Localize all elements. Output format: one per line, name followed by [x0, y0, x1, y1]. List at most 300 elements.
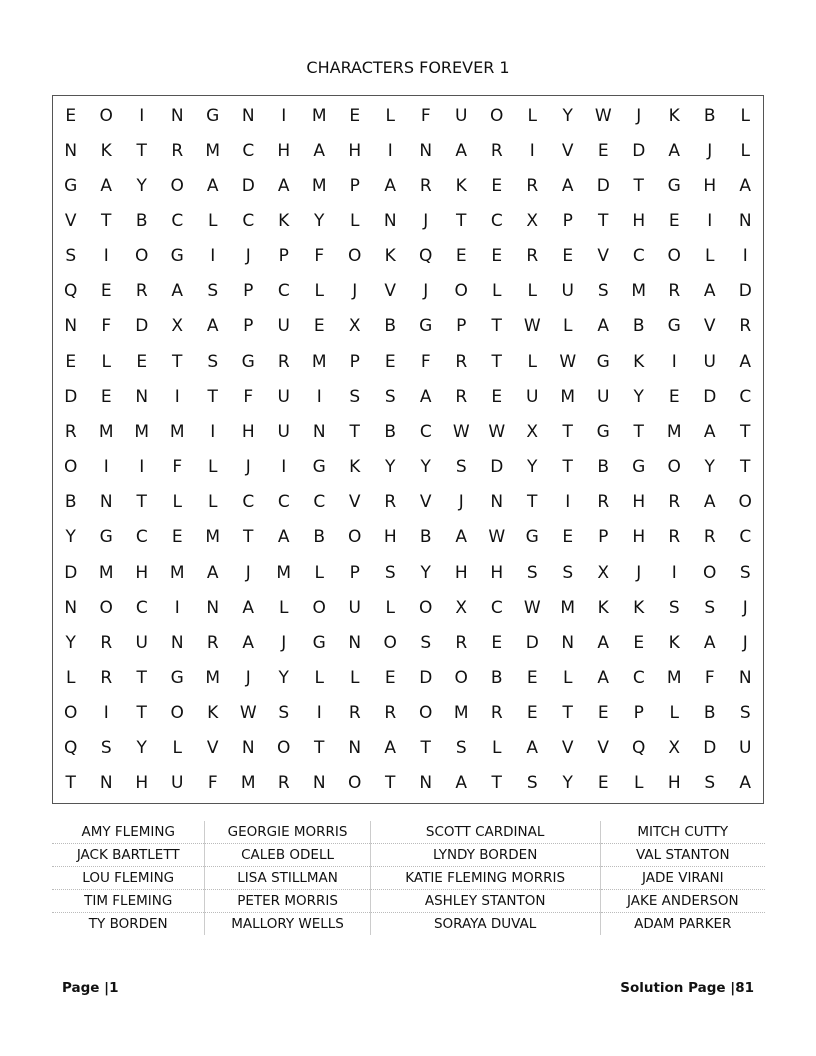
grid-letter[interactable]: A	[206, 562, 219, 583]
grid-letter[interactable]: Y	[562, 105, 573, 126]
grid-letter[interactable]: K	[100, 140, 112, 161]
grid-letter[interactable]: G	[170, 667, 184, 688]
grid-letter[interactable]: M	[311, 105, 327, 126]
grid-letter[interactable]: T	[456, 211, 467, 232]
grid-letter[interactable]: E	[633, 632, 645, 653]
grid-letter[interactable]: M	[311, 351, 327, 372]
grid-letter[interactable]: M	[453, 703, 469, 724]
grid-letter[interactable]: N	[383, 211, 397, 232]
grid-letter[interactable]: R	[100, 667, 113, 688]
grid-letter[interactable]: E	[455, 246, 467, 267]
grid-letter[interactable]: T	[136, 140, 147, 161]
grid-letter[interactable]: A	[597, 667, 610, 688]
grid-letter[interactable]: U	[526, 386, 539, 407]
grid-letter[interactable]: G	[99, 527, 113, 548]
grid-letter[interactable]: C	[242, 492, 255, 513]
grid-letter[interactable]: A	[100, 175, 113, 196]
grid-letter[interactable]: C	[135, 527, 148, 548]
grid-letter[interactable]: A	[242, 597, 255, 618]
grid-letter[interactable]: T	[562, 457, 573, 478]
grid-letter[interactable]: V	[561, 140, 574, 161]
grid-letter[interactable]: K	[384, 246, 396, 267]
grid-letter[interactable]: N	[312, 421, 326, 442]
grid-letter[interactable]: T	[65, 773, 76, 794]
grid-letter[interactable]: F	[243, 386, 254, 407]
grid-letter[interactable]: R	[490, 703, 503, 724]
grid-letter[interactable]: L	[350, 667, 360, 688]
grid-letter[interactable]: R	[455, 351, 468, 372]
grid-letter[interactable]: O	[64, 703, 78, 724]
grid-letter[interactable]: R	[668, 527, 681, 548]
grid-letter[interactable]: C	[419, 421, 432, 442]
grid-letter[interactable]: S	[455, 738, 467, 759]
grid-letter[interactable]: E	[597, 140, 609, 161]
grid-letter[interactable]: N	[561, 632, 575, 653]
grid-letter[interactable]: O	[419, 703, 433, 724]
grid-letter[interactable]: K	[633, 597, 645, 618]
grid-letter[interactable]: E	[491, 632, 503, 653]
grid-letter[interactable]: M	[240, 773, 256, 794]
grid-letter[interactable]: T	[136, 492, 147, 513]
grid-letter[interactable]: I	[742, 246, 748, 267]
grid-letter[interactable]: G	[525, 527, 539, 548]
grid-letter[interactable]: B	[419, 527, 432, 548]
grid-letter[interactable]: J	[352, 281, 358, 302]
grid-letter[interactable]: D	[632, 140, 646, 161]
grid-letter[interactable]: Y	[136, 175, 147, 196]
grid-letter[interactable]: N	[348, 632, 362, 653]
grid-letter[interactable]: C	[490, 597, 503, 618]
grid-letter[interactable]: N	[241, 738, 255, 759]
grid-letter[interactable]: S	[207, 281, 219, 302]
grid-letter[interactable]: V	[561, 738, 574, 759]
grid-letter[interactable]: W	[523, 597, 541, 618]
grid-letter[interactable]: V	[597, 246, 610, 267]
grid-letter[interactable]: N	[419, 140, 433, 161]
grid-letter[interactable]: H	[703, 175, 717, 196]
grid-letter[interactable]: J	[423, 211, 429, 232]
grid-letter[interactable]: N	[312, 773, 326, 794]
grid-letter[interactable]: E	[668, 211, 680, 232]
grid-letter[interactable]: B	[703, 703, 716, 724]
grid-letter[interactable]: Y	[562, 773, 573, 794]
grid-letter[interactable]: D	[241, 175, 255, 196]
grid-letter[interactable]: N	[64, 140, 78, 161]
grid-letter[interactable]: B	[597, 457, 610, 478]
grid-letter[interactable]: V	[597, 738, 610, 759]
grid-letter[interactable]: X	[171, 316, 184, 337]
grid-letter[interactable]: S	[420, 632, 432, 653]
grid-letter[interactable]: A	[561, 175, 574, 196]
grid-letter[interactable]: B	[490, 667, 503, 688]
grid-letter[interactable]: T	[243, 527, 254, 548]
grid-letter[interactable]: R	[206, 632, 219, 653]
grid-letter[interactable]: I	[139, 457, 145, 478]
grid-letter[interactable]: M	[560, 386, 576, 407]
grid-letter[interactable]: A	[455, 140, 468, 161]
grid-letter[interactable]: S	[704, 597, 716, 618]
grid-letter[interactable]: W	[488, 527, 506, 548]
grid-letter[interactable]: M	[631, 281, 647, 302]
grid-letter[interactable]: T	[562, 421, 573, 442]
grid-letter[interactable]: Y	[314, 211, 325, 232]
grid-letter[interactable]: F	[420, 105, 431, 126]
grid-letter[interactable]: V	[348, 492, 361, 513]
grid-letter[interactable]: Q	[632, 738, 646, 759]
grid-letter[interactable]: V	[64, 211, 77, 232]
grid-letter[interactable]: O	[348, 773, 362, 794]
grid-letter[interactable]: H	[135, 562, 149, 583]
grid-letter[interactable]: X	[455, 597, 468, 618]
grid-letter[interactable]: E	[171, 527, 183, 548]
grid-letter[interactable]: B	[135, 211, 148, 232]
grid-letter[interactable]: O	[454, 667, 468, 688]
grid-letter[interactable]: A	[277, 175, 290, 196]
grid-letter[interactable]: N	[135, 386, 149, 407]
grid-letter[interactable]: A	[277, 527, 290, 548]
grid-letter[interactable]: T	[349, 421, 360, 442]
grid-letter[interactable]: G	[206, 105, 220, 126]
grid-letter[interactable]: I	[529, 140, 535, 161]
grid-letter[interactable]: O	[667, 457, 681, 478]
grid-letter[interactable]: R	[277, 773, 290, 794]
grid-letter[interactable]: T	[136, 703, 147, 724]
grid-letter[interactable]: M	[169, 562, 185, 583]
grid-letter[interactable]: F	[704, 667, 715, 688]
grid-letter[interactable]: L	[740, 140, 750, 161]
grid-letter[interactable]: A	[171, 281, 184, 302]
grid-letter[interactable]: T	[598, 211, 609, 232]
grid-letter[interactable]: J	[636, 105, 642, 126]
grid-letter[interactable]: I	[671, 351, 677, 372]
grid-letter[interactable]: K	[668, 105, 680, 126]
grid-letter[interactable]: F	[420, 351, 431, 372]
grid-letter[interactable]: C	[277, 281, 290, 302]
grid-letter[interactable]: N	[490, 492, 504, 513]
grid-letter[interactable]: X	[526, 421, 539, 442]
grid-letter[interactable]: I	[281, 105, 287, 126]
grid-letter[interactable]: I	[281, 457, 287, 478]
grid-letter[interactable]: L	[350, 211, 360, 232]
grid-letter[interactable]: I	[316, 386, 322, 407]
grid-letter[interactable]: K	[278, 211, 290, 232]
grid-letter[interactable]: H	[632, 492, 646, 513]
grid-letter[interactable]: K	[668, 632, 680, 653]
grid-letter[interactable]: H	[667, 773, 681, 794]
grid-letter[interactable]: M	[205, 667, 221, 688]
grid-letter[interactable]: G	[419, 316, 433, 337]
grid-letter[interactable]: I	[387, 140, 393, 161]
grid-letter[interactable]: P	[349, 351, 360, 372]
grid-letter[interactable]: O	[312, 597, 326, 618]
grid-letter[interactable]: R	[384, 492, 397, 513]
grid-letter[interactable]: U	[455, 105, 468, 126]
grid-letter[interactable]: C	[490, 211, 503, 232]
grid-letter[interactable]: E	[100, 386, 112, 407]
grid-letter[interactable]: Y	[633, 386, 644, 407]
grid-letter[interactable]: I	[103, 457, 109, 478]
grid-letter[interactable]: L	[314, 281, 324, 302]
grid-letter[interactable]: M	[134, 421, 150, 442]
grid-letter[interactable]: G	[667, 316, 681, 337]
grid-letter[interactable]: D	[419, 667, 433, 688]
grid-letter[interactable]: V	[419, 492, 432, 513]
grid-letter[interactable]: A	[703, 421, 716, 442]
grid-letter[interactable]: Y	[278, 667, 289, 688]
grid-letter[interactable]: A	[206, 316, 219, 337]
grid-letter[interactable]: O	[454, 281, 468, 302]
grid-letter[interactable]: M	[276, 562, 292, 583]
grid-letter[interactable]: G	[667, 175, 681, 196]
grid-letter[interactable]: S	[597, 281, 609, 302]
grid-letter[interactable]: M	[311, 175, 327, 196]
grid-letter[interactable]: W	[523, 316, 541, 337]
grid-letter[interactable]: A	[703, 492, 716, 513]
grid-letter[interactable]: Y	[420, 457, 431, 478]
grid-letter[interactable]: P	[243, 281, 254, 302]
grid-letter[interactable]: L	[208, 492, 218, 513]
grid-letter[interactable]: G	[596, 421, 610, 442]
grid-letter[interactable]: O	[667, 246, 681, 267]
grid-letter[interactable]: F	[172, 457, 183, 478]
grid-letter[interactable]: R	[739, 316, 752, 337]
grid-letter[interactable]: E	[597, 703, 609, 724]
grid-letter[interactable]: O	[99, 105, 113, 126]
grid-letter[interactable]: S	[704, 773, 716, 794]
grid-letter[interactable]: J	[458, 492, 464, 513]
grid-letter[interactable]: E	[136, 351, 148, 372]
grid-letter[interactable]: E	[313, 316, 325, 337]
grid-letter[interactable]: P	[278, 246, 289, 267]
grid-letter[interactable]: U	[171, 773, 184, 794]
grid-letter[interactable]: A	[597, 316, 610, 337]
grid-letter[interactable]: L	[492, 738, 502, 759]
grid-letter[interactable]: H	[490, 562, 504, 583]
grid-letter[interactable]: N	[419, 773, 433, 794]
grid-letter[interactable]: O	[170, 175, 184, 196]
grid-letter[interactable]: T	[491, 316, 502, 337]
grid-letter[interactable]: R	[277, 351, 290, 372]
grid-letter[interactable]: O	[348, 527, 362, 548]
grid-letter[interactable]: L	[66, 667, 76, 688]
grid-letter[interactable]: I	[210, 246, 216, 267]
grid-letter[interactable]: S	[526, 562, 538, 583]
grid-letter[interactable]: G	[170, 246, 184, 267]
grid-letter[interactable]: E	[491, 175, 503, 196]
grid-letter[interactable]: O	[135, 246, 149, 267]
grid-letter[interactable]: O	[419, 597, 433, 618]
grid-letter[interactable]: R	[526, 246, 539, 267]
grid-letter[interactable]: C	[277, 492, 290, 513]
grid-letter[interactable]: A	[739, 351, 752, 372]
grid-letter[interactable]: N	[99, 492, 113, 513]
grid-letter[interactable]: H	[632, 527, 646, 548]
grid-letter[interactable]: C	[632, 667, 645, 688]
grid-letter[interactable]: M	[666, 421, 682, 442]
grid-letter[interactable]: C	[135, 597, 148, 618]
grid-letter[interactable]: I	[174, 386, 180, 407]
grid-letter[interactable]: E	[491, 386, 503, 407]
grid-letter[interactable]: N	[170, 632, 184, 653]
grid-letter[interactable]: L	[385, 597, 395, 618]
grid-letter[interactable]: T	[562, 703, 573, 724]
grid-letter[interactable]: R	[597, 492, 610, 513]
grid-letter[interactable]: C	[632, 246, 645, 267]
grid-letter[interactable]: J	[423, 281, 429, 302]
grid-letter[interactable]: P	[349, 562, 360, 583]
grid-letter[interactable]: R	[100, 632, 113, 653]
grid-letter[interactable]: J	[636, 562, 642, 583]
grid-letter[interactable]: M	[205, 527, 221, 548]
grid-letter[interactable]: A	[455, 527, 468, 548]
grid-letter[interactable]: A	[739, 175, 752, 196]
grid-letter[interactable]: M	[98, 562, 114, 583]
grid-letter[interactable]: R	[703, 527, 716, 548]
grid-letter[interactable]: R	[171, 140, 184, 161]
grid-letter[interactable]: U	[277, 386, 290, 407]
grid-letter[interactable]: P	[243, 316, 254, 337]
grid-letter[interactable]: P	[562, 211, 573, 232]
grid-letter[interactable]: R	[490, 140, 503, 161]
grid-letter[interactable]: Q	[419, 246, 433, 267]
grid-letter[interactable]: F	[207, 773, 218, 794]
grid-letter[interactable]: U	[348, 597, 361, 618]
grid-letter[interactable]: O	[738, 492, 752, 513]
grid-letter[interactable]: S	[562, 562, 574, 583]
grid-letter[interactable]: L	[527, 351, 537, 372]
grid-letter[interactable]: P	[349, 175, 360, 196]
grid-letter[interactable]: A	[739, 773, 752, 794]
grid-letter[interactable]: N	[241, 105, 255, 126]
grid-letter[interactable]: U	[703, 351, 716, 372]
grid-letter[interactable]: I	[139, 105, 145, 126]
grid-letter[interactable]: C	[242, 140, 255, 161]
grid-letter[interactable]: L	[314, 562, 324, 583]
grid-letter[interactable]: L	[563, 316, 573, 337]
grid-letter[interactable]: T	[420, 738, 431, 759]
grid-letter[interactable]: J	[245, 667, 251, 688]
grid-letter[interactable]: H	[348, 140, 362, 161]
grid-letter[interactable]: J	[245, 562, 251, 583]
grid-letter[interactable]: A	[703, 632, 716, 653]
grid-letter[interactable]: M	[205, 140, 221, 161]
grid-letter[interactable]: E	[384, 351, 396, 372]
grid-letter[interactable]: R	[348, 703, 361, 724]
grid-letter[interactable]: X	[597, 562, 610, 583]
grid-letter[interactable]: S	[278, 703, 290, 724]
grid-letter[interactable]: C	[739, 386, 752, 407]
grid-letter[interactable]: N	[348, 738, 362, 759]
grid-letter[interactable]: O	[99, 597, 113, 618]
grid-letter[interactable]: S	[526, 773, 538, 794]
grid-letter[interactable]: D	[596, 175, 610, 196]
grid-letter[interactable]: T	[101, 211, 112, 232]
grid-letter[interactable]: E	[526, 667, 538, 688]
grid-letter[interactable]: H	[241, 421, 255, 442]
grid-letter[interactable]: U	[739, 738, 752, 759]
grid-letter[interactable]: I	[103, 703, 109, 724]
grid-letter[interactable]: L	[208, 457, 218, 478]
grid-letter[interactable]: T	[740, 421, 751, 442]
grid-letter[interactable]: A	[206, 175, 219, 196]
grid-letter[interactable]: C	[242, 211, 255, 232]
grid-letter[interactable]: U	[277, 421, 290, 442]
grid-letter[interactable]: T	[633, 175, 644, 196]
grid-letter[interactable]: A	[419, 386, 432, 407]
grid-letter[interactable]: E	[668, 386, 680, 407]
grid-letter[interactable]: W	[239, 703, 257, 724]
grid-letter[interactable]: G	[312, 632, 326, 653]
grid-letter[interactable]: Q	[64, 738, 78, 759]
grid-letter[interactable]: M	[169, 421, 185, 442]
grid-letter[interactable]: M	[666, 667, 682, 688]
grid-letter[interactable]: R	[668, 492, 681, 513]
grid-letter[interactable]: W	[594, 105, 612, 126]
grid-letter[interactable]: Q	[64, 281, 78, 302]
grid-letter[interactable]: N	[64, 597, 78, 618]
grid-letter[interactable]: E	[597, 773, 609, 794]
grid-letter[interactable]: W	[452, 421, 470, 442]
grid-letter[interactable]: X	[526, 211, 539, 232]
grid-letter[interactable]: D	[64, 562, 78, 583]
grid-letter[interactable]: E	[349, 105, 361, 126]
grid-letter[interactable]: G	[241, 351, 255, 372]
grid-letter[interactable]: T	[491, 773, 502, 794]
grid-letter[interactable]: S	[739, 562, 751, 583]
grid-letter[interactable]: K	[207, 703, 219, 724]
grid-letter[interactable]: F	[314, 246, 325, 267]
grid-letter[interactable]: N	[206, 597, 220, 618]
grid-letter[interactable]: J	[742, 632, 748, 653]
grid-letter[interactable]: S	[668, 597, 680, 618]
grid-letter[interactable]: Y	[385, 457, 396, 478]
grid-letter[interactable]: D	[64, 386, 78, 407]
grid-letter[interactable]: L	[385, 105, 395, 126]
grid-letter[interactable]: A	[526, 738, 539, 759]
grid-letter[interactable]: I	[671, 562, 677, 583]
grid-letter[interactable]: L	[740, 105, 750, 126]
grid-letter[interactable]: S	[65, 246, 77, 267]
grid-letter[interactable]: J	[707, 140, 713, 161]
grid-letter[interactable]: J	[281, 632, 287, 653]
grid-letter[interactable]: T	[740, 457, 751, 478]
grid-letter[interactable]: I	[210, 421, 216, 442]
grid-letter[interactable]: W	[559, 351, 577, 372]
grid-letter[interactable]: T	[633, 421, 644, 442]
grid-letter[interactable]: G	[596, 351, 610, 372]
grid-letter[interactable]: V	[703, 316, 716, 337]
grid-letter[interactable]: X	[668, 738, 681, 759]
grid-letter[interactable]: B	[313, 527, 326, 548]
grid-letter[interactable]: I	[565, 492, 571, 513]
grid-letter[interactable]: B	[384, 421, 397, 442]
grid-letter[interactable]: H	[135, 773, 149, 794]
grid-letter[interactable]: P	[456, 316, 467, 337]
grid-letter[interactable]: P	[598, 527, 609, 548]
grid-letter[interactable]: L	[705, 246, 715, 267]
grid-letter[interactable]: O	[703, 562, 717, 583]
grid-letter[interactable]: S	[384, 386, 396, 407]
grid-letter[interactable]: L	[314, 667, 324, 688]
grid-letter[interactable]: C	[313, 492, 326, 513]
grid-letter[interactable]: B	[632, 316, 645, 337]
grid-letter[interactable]: H	[632, 211, 646, 232]
grid-letter[interactable]: Y	[527, 457, 538, 478]
grid-letter[interactable]: A	[455, 773, 468, 794]
grid-letter[interactable]: T	[314, 738, 325, 759]
grid-letter[interactable]: A	[313, 140, 326, 161]
grid-letter[interactable]: R	[455, 386, 468, 407]
